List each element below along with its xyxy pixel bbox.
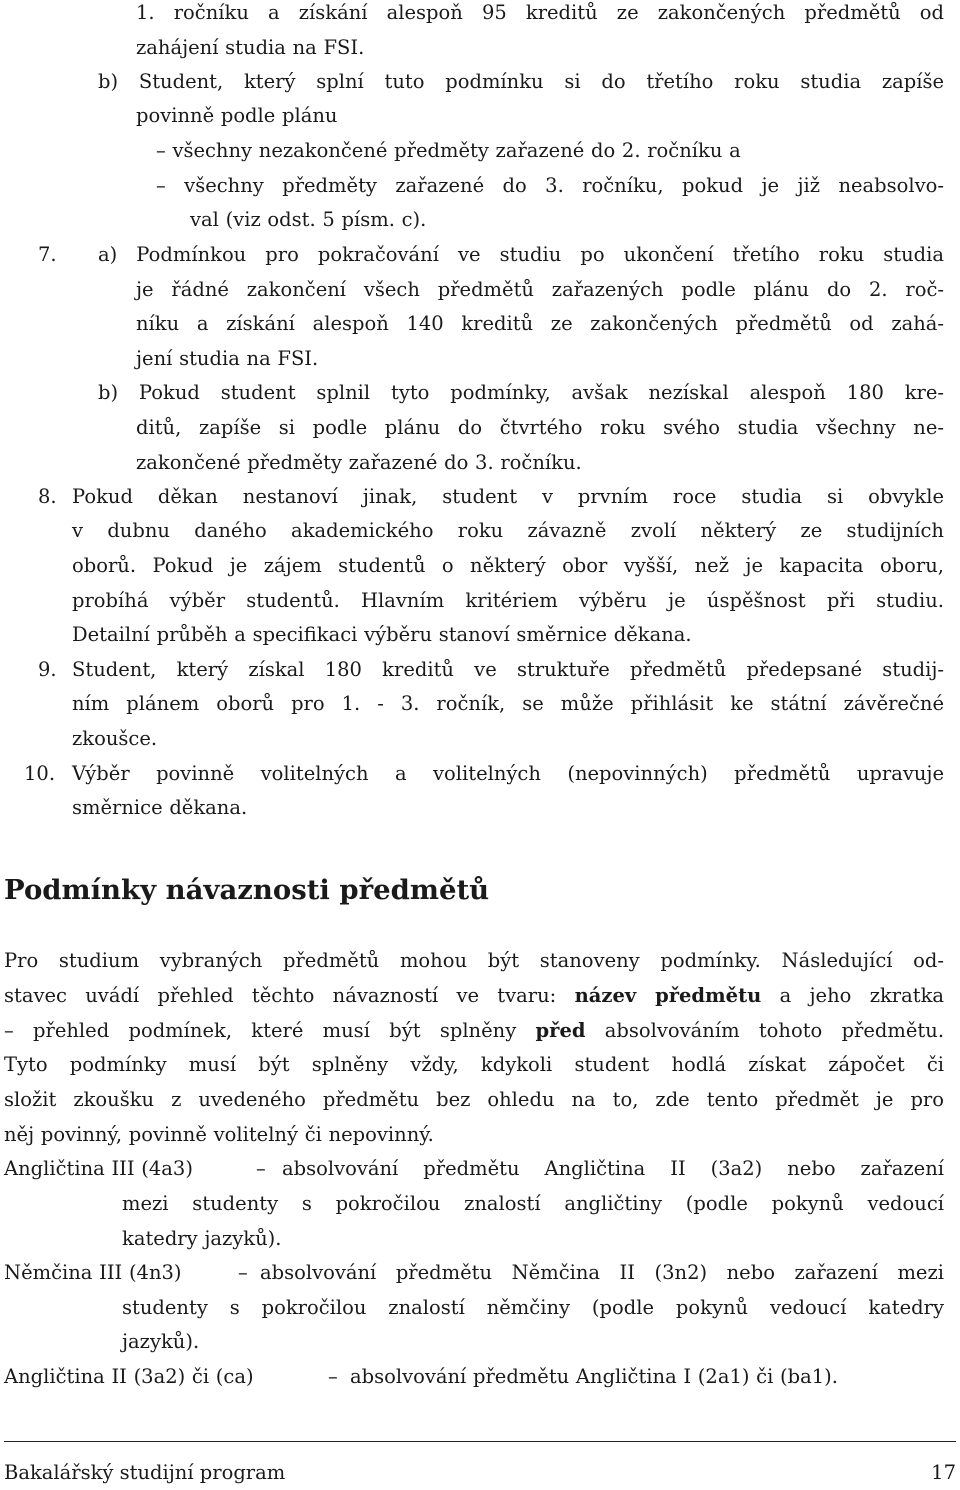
text-line: val (viz odst. 5 písm. c). — [190, 208, 427, 231]
text-line: Student, který získal 180 kreditů ve struktuře předmětů předepsané studij- — [72, 658, 944, 681]
text-line: 1. ročníku a získání alespoň 95 kreditů ze zakončených předmětů od — [136, 1, 944, 24]
emphasis: před — [535, 1019, 586, 1042]
condition-text: studenty s pokročilou znalostí němčiny (podle pokynů vedoucí katedry — [122, 1296, 944, 1319]
list-number: 9. — [38, 658, 57, 681]
condition-text: absolvování předmětu Angličtina II (3a2) nebo zařazení — [282, 1157, 944, 1180]
text-line: Pro studium vybraných předmětů mohou být stanoveny podmínky. Následující od- — [4, 949, 944, 972]
text-line: směrnice děkana. — [72, 796, 248, 819]
text-line: b) Pokud student splnil tyto podmínky, avšak nezískal alespoň 180 kre- — [98, 381, 944, 404]
text-line: probíhá výběr studentů. Hlavním kritériem výběru je úspěšnost při studiu. — [72, 589, 944, 612]
condition-text: katedry jazyků). — [122, 1227, 282, 1250]
footer-rule — [4, 1441, 956, 1442]
condition-dash: – — [256, 1157, 266, 1180]
section-heading: Podmínky návaznosti předmětů — [4, 874, 490, 906]
text-line: a) Podmínkou pro pokračování ve studiu po ukončení třetího roku studia — [98, 243, 944, 266]
text-line: něj povinný, povinně volitelný či nepovinný. — [4, 1123, 434, 1146]
text-line: oborů. Pokud je zájem studentů o některý obor vyšší, než je kapacita oboru, — [72, 554, 944, 577]
text-line: zkoušce. — [72, 727, 158, 750]
text-line: povinně podle plánu — [136, 104, 338, 127]
condition-dash: – — [328, 1365, 338, 1388]
text-line: je řádné zakončení všech předmětů zařazených podle plánu do 2. roč- — [136, 278, 944, 301]
text-line: ním plánem oborů pro 1. - 3. ročník, se může přihlásit ke státní závěrečné — [72, 692, 944, 715]
text-line: Pokud děkan nestanoví jinak, student v prvním roce studia si obvykle — [72, 485, 944, 508]
condition-text: jazyků). — [122, 1330, 200, 1353]
text-line: – všechny předměty zařazené do 3. ročníku, pokud je již neabsolvo- — [156, 174, 944, 197]
text-line: stavec uvádí přehled těchto návazností ve tvaru: název předmětu a jeho zkratka — [4, 984, 945, 1007]
condition-text: mezi studenty s pokročilou znalostí angličtiny (podle pokynů vedoucí — [122, 1192, 944, 1215]
text-line: Výběr povinně volitelných a volitelných (nepovinných) předmětů upravuje — [72, 762, 944, 785]
list-number: 8. — [38, 485, 57, 508]
condition-dash: – — [238, 1261, 248, 1284]
text-line: Tyto podmínky musí být splněny vždy, kdykoli student hodlá získat zápočet či — [4, 1053, 944, 1076]
text-line: jení studia na FSI. — [136, 347, 319, 370]
footer-program: Bakalářský studijní program — [4, 1461, 286, 1484]
emphasis: název předmětu — [574, 984, 762, 1007]
text-line: v dubnu daného akademického roku závazně zvolí některý ze studijních — [72, 519, 944, 542]
condition-text: absolvování předmětu Němčina II (3n2) nebo zařazení mezi — [260, 1261, 944, 1284]
text-line: – všechny nezakončené předměty zařazené do 2. ročníku a — [156, 139, 741, 162]
list-number: 10. — [24, 762, 56, 785]
course-name: Angličtina II (3a2) či (ca) — [4, 1365, 254, 1388]
text-line: níku a získání alespoň 140 kreditů ze zakončených předmětů od zahá- — [136, 312, 944, 335]
course-name: Němčina III (4n3) — [4, 1261, 182, 1284]
text-line: Detailní průběh a specifikaci výběru stanoví směrnice děkana. — [72, 623, 692, 646]
course-name: Angličtina III (4a3) — [4, 1157, 193, 1180]
page-number: 17 — [931, 1461, 956, 1484]
text-line: b) Student, který splní tuto podmínku si do třetího roku studia zapíše — [98, 70, 944, 93]
list-number: 7. — [38, 243, 57, 266]
text-line: zahájení studia na FSI. — [136, 36, 365, 59]
condition-text: absolvování předmětu Angličtina I (2a1) či (ba1). — [350, 1365, 838, 1388]
text-line: zakončené předměty zařazené do 3. ročníku. — [136, 451, 582, 474]
text-line: ditů, zapíše si podle plánu do čtvrtého roku svého studia všechny ne- — [136, 416, 944, 439]
text-line: – přehled podmínek, které musí být splněny před absolvováním tohoto předmětu. — [4, 1019, 945, 1042]
text-line: složit zkoušku z uvedeného předmětu bez ohledu na to, zde tento předmět je pro — [4, 1088, 944, 1111]
